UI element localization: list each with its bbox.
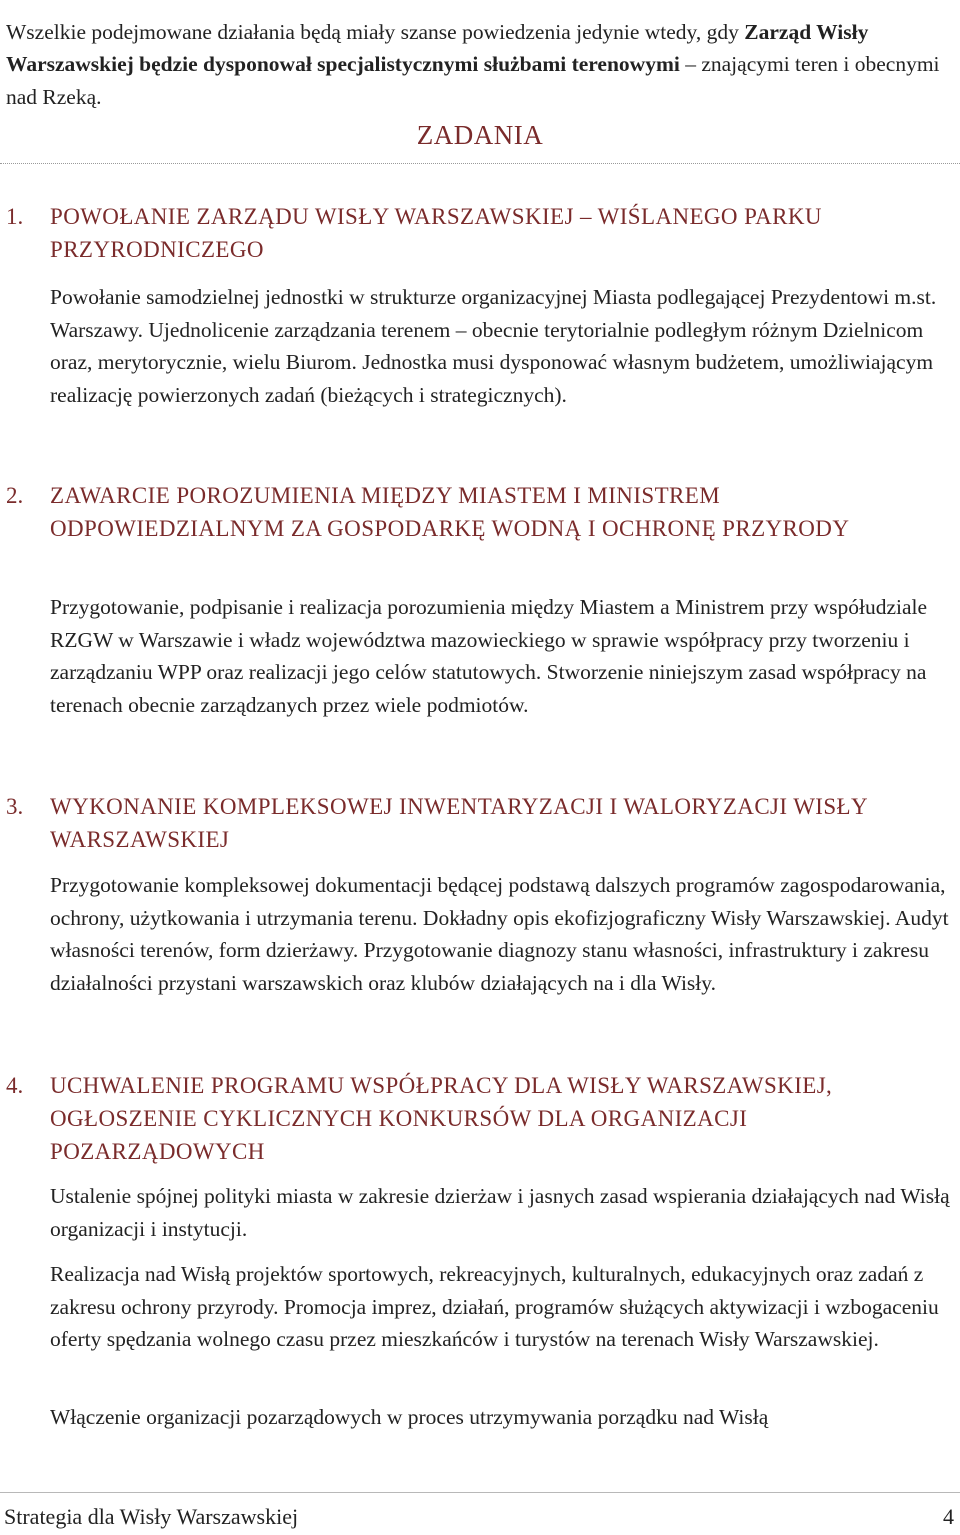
intro-text-bold: Zarząd Wisły Warszawskiej będzie dysponował specjalistycznymi służbami terenowymi [6,19,869,76]
task-title: ZAWARCIE POROZUMIENIA MIĘDZY MIASTEM I MINISTREM ODPOWIEDZIALNYM ZA GOSPODARKĘ WODNĄ I OCHRONĘ PRZYRODY [50,483,850,541]
task-4-paragraph-2: Realizacja nad Wisłą projektów sportowych, rekreacyjnych, kulturalnych, edukacyjnych oraz zadań z zakresu ochrony przyrody. Promocja imprez, działań, programów służących aktywizacji i wzbogaceniu oferty spędzania wolnego czasu przez mieszkańców i turystów na terenach Wisły Warszawskiej. [50,1262,939,1351]
intro-paragraph [6,16,946,114]
task-3-paragraph: Przygotowanie kompleksowej dokumentacji będącej podstawą dalszych programów zagospodarowania, ochrony, użytkowania i utrzymania terenu. Dokładny opis ekofizjograficzny Wisły Warszawskiej. Audyt własności terenów, form dzierżawy. Przygotowanie diagnozy stanu własności, infrastruktury i zakresu działalności przystani warszawskich oraz klubów działających na i dla Wisły. [50,873,949,995]
section-divider [0,163,960,164]
page-number: 4 [943,1504,954,1529]
task-number: 2. [6,483,24,508]
page-footer [0,1486,960,1535]
task-1-paragraph: Powołanie samodzielnej jednostki w strukturze organizacyjnej Miasta podlegającej Prezydentowi m.st. Warszawy. Ujednolicenie zarządzania terenem – obecnie terytorialnie podległym różnym Dzielnicom oraz, merytorycznie, wielu Biurom. Jednostka musi dysponować własnym budżetem, umożliwiającym realizację powierzonych zadań (bieżących i strategicznych). [50,285,937,407]
task-number: 1. [6,204,24,229]
task-2-paragraph: Przygotowanie, podpisanie i realizacja porozumienia między Miastem a Ministrem przy współudziale RZGW w Warszawie i władz województwa mazowieckiego w sprawie współpracy przy tworzeniu i zarządzaniu WPP oraz realizacji jego celów statutowych. Stworzenie niniejszym zasad współpracy na terenach obecnie zarządzanych przez wiele podmiotów. [50,595,928,717]
section-title: ZADANIA [416,120,544,150]
task-title: UCHWALENIE PROGRAMU WSPÓŁPRACY DLA WISŁY WARSZAWSKIEJ, OGŁOSZENIE CYKLICZNYCH KONKURSÓW DLA ORGANIZACJI POZARZĄDOWYCH [50,1073,833,1164]
task-4-paragraph-1: Ustalenie spójnej polityki miasta w zakresie dzierżaw i jasnych zasad wspierania działających nad Wisłą organizacji i instytucji. [50,1184,950,1241]
task-number: 4. [6,1073,24,1098]
task-title: WYKONANIE KOMPLEKSOWEJ INWENTARYZACJI I WALORYZACJI WISŁY WARSZAWSKIEJ [50,794,868,852]
task-4-paragraph-3: Włączenie organizacji pozarządowych w proces utrzymywania porządku nad Wisłą [50,1405,769,1429]
task-number: 3. [6,794,24,819]
task-title: POWOŁANIE ZARZĄDU WISŁY WARSZAWSKIEJ – WIŚLANEGO PARKU PRZYRODNICZEGO [50,204,822,262]
footer-title: Strategia dla Wisły Warszawskiej [4,1504,299,1529]
intro-text-after: – znającymi teren i obecnymi nad Rzeką. [6,52,940,109]
footer-divider [0,1492,960,1493]
intro-text-before: Wszelkie podejmowane działania będą miały szanse powiedzenia jedynie wtedy, gdy [6,19,745,44]
